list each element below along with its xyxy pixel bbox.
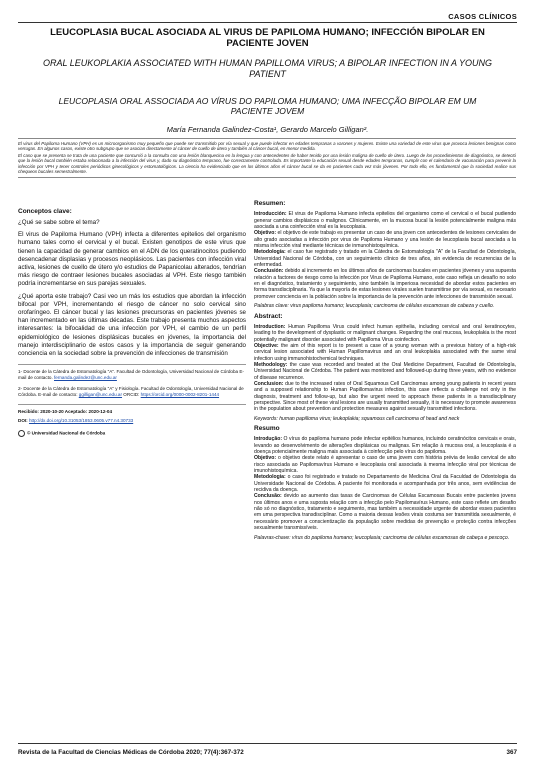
journal-citation: Revista de la Facultad de Ciencias Médicas de Córdoba 2020; 77(4):367-372 <box>18 749 244 756</box>
footnote-author-1-text: 1- Docente de la Cátedra de Estomatología "A". Facultad de Odontología, Universidad Nacional de Córdoba E-mail de contacto. <box>18 369 244 380</box>
section-label: CASOS CLÍNICOS <box>448 12 517 21</box>
divider <box>18 364 246 365</box>
resumo-intro <box>254 436 516 455</box>
resumo-objective-text: o objetivo deste relato é apresentar o caso de uma jovem com história prévia de lesão cervical de alto risco associada ao Papilomavírus Humano e leucoplasia oral associada à mesma infecção viral por técnicas de imunohistoquímica. <box>254 455 516 475</box>
doi-label: DOI: <box>18 417 28 423</box>
abstract-heading: Abstract: <box>254 312 283 320</box>
footer-divider <box>18 743 517 744</box>
resumo-objective-label: Objetivo: <box>254 455 277 462</box>
resumo-methodology-text: o caso foi registrado e tratado no Departamento de Medicina Oral da Faculdad de Odontologia da Universidade Nacional de Córdoba. A paciente foi monitorada e acompanhada por três anos, sem evidências de recidiva da doença. <box>254 474 516 494</box>
resumo-intro-label: Introdução: <box>254 436 283 443</box>
abstract-objective <box>254 343 516 362</box>
title-spanish: LEUCOPLASIA BUCAL ASOCIADA AL VIRUS DE PAPILOMA HUMANO; INFECCIÓN BIPOLAR EN PACIENTE JOVEN <box>50 27 485 49</box>
key-question-2: ¿Qué aporta este trabajo? Casi veo un más los estudios que abordan la infección bifocal por VPH, incrementando el riesgo de cáncer no solo cervical sino orofaríngeo. El cáncer bucal y las lesiones precursoras en pacientes jóvenes se han incrementado en las últimas décadas. Este trabajo presenta muchos aspectos interesantes: la bifocalidad de una infección por VPH, el cambio de un perfil epidemiológico de lesiones displásicas bucales en jóvenes, la importancia del manejo interdisciplinario de estos casos y la importancia de seguir generando conciencia en la sociedad sobre la prevención de infecciones de transmisión <box>18 292 246 358</box>
footnote-author-2 <box>18 386 246 397</box>
key-concepts-heading: Conceptos clave: <box>18 208 72 215</box>
abstract-objective-label: Objective: <box>254 342 279 349</box>
copyright <box>18 430 246 437</box>
resumen-conclusion-label: Conclusión: <box>254 268 284 275</box>
footnote-author-1-email[interactable]: fernanda.galindez@unc.edu.ar <box>54 374 117 380</box>
resumo-conclusion-text: devido ao aumento das taxas de Carcinomas de Células Escamosas Bucais entre pacientes jovens nos últimos anos e uma suposta relação com a infecção pelo Papilomavírus Humano, este caso reflete um desafio não só no diagnóstico, tratamento e seguimento, mas também a necessidade urgente de abordar esses pacientes em uma perspectiva transdisciplinar. Como a maioria dessas lesões virais costuma ser transmitida sexualmente, é necessário promover a conscientização da população sobre medidas de prevenção e proteção contra infecções sexualmente transmissíveis. <box>254 493 516 532</box>
abstracts-column <box>254 201 516 545</box>
resumo-conclusion-label: Conclusão: <box>254 493 282 500</box>
page-number: 367 <box>506 749 517 756</box>
resumo-objective <box>254 455 516 474</box>
lay-summary-paragraph: El virus del Papiloma Humano (VPH) es un microorganismo muy pequeño que puede ser transmitido por vía sexual y que puede infectar en edades tempranas a varones y mujeres. Existe una variedad de este virus que provoca lesiones benignas como verrugas. En algunos casos, existe otro subgrupo que se asocian directamente al cáncer de cuello de útero y también al cáncer bucal, en menor medida. <box>18 141 516 152</box>
resumo-methodology <box>254 474 516 493</box>
resumo-heading: Resumo <box>254 425 280 432</box>
lay-summary-paragraph: El caso que se presenta se trata de una paciente que concurrió a la consulta con una lesión blanquecina en la lengua y con antecedentes de haber tenido por una lesión maligna de cuello de útero. Luego de los procedimientos de diagnóstico, se detectó que la lesión bucal también estaba relacionada a la infección del virus y, dado su diagnóstico temprano, fue correctamente controlada. Es importante la educación sexual desde edades tempranas, cumplir con el calendario de vacunación para prevenir la infección por VPH y tener controles periódicos ginecológicos y estomatológicos. La ciencia ha evidenciado que en los últimos años el cáncer bucal se da en pacientes cada vez más jóvenes. Por todo ello, es fundamental que la sociedad realice sus chequeos bucales semestralmente. <box>18 152 516 175</box>
dates: Recibido: 2020-10-20 Aceptado: 2020-12-04 <box>18 408 113 414</box>
key-answer-1: El virus de Papiloma Humano (VPH) infecta a diferentes epitelios del organismo humano tales como el cervical y el bucal. Existen genotipos de este virus que tienen la capacidad de generar cambios en el ADN de los queratinocitos pudiendo desencadenar displasias y procesos neoplásicos. Las pacientes con infección viral activa, lesiones de cuello de útero y/o estudios de Papanicolau alterados, tendrían más riesgo de contraer lesiones bucales asociadas al VPH. Este riesgo también podría incrementarse en sus parejas sexuales. <box>18 231 246 288</box>
resumen-intro-label: Introducción: <box>254 211 287 218</box>
doi-link[interactable]: http://dx.doi.org/10.31053/1853.0605.v77.n4.30733 <box>28 417 134 423</box>
key-question-1: ¿Qué se sabe sobre el tema? <box>18 219 100 226</box>
abstract-methodology <box>254 362 516 381</box>
resumen-objective-text: el objetivo de este trabajo es presentar un caso de una joven con antecedentes de lesiones cervicales de alto grado asociadas a infección por virus de Papiloma Humano y una lesión de leucoplasia bucal asociada a la misma infección viral mediante técnicas de inmunohistoquímica. <box>254 230 516 250</box>
abstract-keywords: Keywords: human papilloma virus; leukoplakia; squamous cell carcinoma of head and neck <box>254 415 460 422</box>
resumo-keywords: Palavras-chave: vírus do papiloma humano; leucoplasia; carcinoma de células escamosas de cabeça e pescoço. <box>254 534 510 541</box>
abstract-methodology-label: Methodology: <box>254 361 288 368</box>
abstract-methodology-text: the case was recorded and treated at the Oral Medicine Department, Facultad de Odontología, Universidad Nacional de Córdoba. The patient was monitored and followed-up during three years, with no evidence of disease recurrence. <box>254 361 517 381</box>
title-english: ORAL LEUKOPLAKIA ASSOCIATED WITH HUMAN PAPILLOMA VIRUS; A BIPOLAR INFECTION IN A YOUNG PATIENT <box>42 58 493 79</box>
university-logo-icon <box>18 430 25 437</box>
key-concepts-column <box>18 208 246 440</box>
abstract-conclusion <box>254 381 516 413</box>
resumen-objective-label: Objetivo: <box>254 230 277 237</box>
authors: María Fernanda Galindez-Costa¹, Gerardo Marcelo Gilligan². <box>166 125 369 134</box>
doi-line <box>18 418 246 424</box>
resumen-heading: Resumen: <box>254 200 286 207</box>
abstract-conclusion-label: Conclusion: <box>254 380 284 387</box>
divider <box>18 404 246 405</box>
resumen-conclusion <box>254 268 516 300</box>
footnote-author-1 <box>18 369 246 380</box>
footnote-author-2-text: 2- Docente de la Cátedra de Estomatología "A" y Fisiología. Facultad de Odontología, Universidad Nacional de Córdoba. E-mail de contacto: <box>18 386 244 398</box>
abstract-intro-label: Introduction: <box>254 323 286 330</box>
orcid-label: ORCID: <box>123 392 140 398</box>
resumen-conclusion-text: debido al incremento en los últimos años de carcinomas bucales en pacientes jóvenes y una supuesta relación a factores de riesgo como la infección por Virus de Papiloma Humano, este caso refleja un desafío no solo en el diagnóstico, tratamiento y seguimiento, sino también la imperiosa necesidad de abordar estos pacientes en forma transdisciplinaria. Ya que la mayoría de estas lesiones virales suelen transmitirse por vía sexual, es necesario promover conciencia en la población sobre la importancia de la prevención ante infecciones de transmisión sexual. <box>254 268 516 300</box>
abstract-intro-text: Human Papilloma Virus could infect human epithelia, including cervical and oral keratinocytes, leading to the development of dysplastic or malignant changes. Regarding the oral mucosa, leukoplakia is the most potentially malignant disorder associated with Papilloma Virus coinfection. <box>254 323 516 343</box>
copyright-text: © Universidad Nacional de Córdoba <box>27 430 106 436</box>
lay-summary <box>18 138 516 178</box>
resumen-objective <box>254 230 516 249</box>
resumen-intro <box>254 211 516 230</box>
resumen-keywords: Palabras clave: virus papiloma humano; leucoplasia; carcinoma de células escamosas de cabeza y cuello. <box>254 303 495 310</box>
title-portuguese: LEUCOPLASIA ORAL ASSOCIADA AO VÍRUS DO PAPILOMA HUMANO; UMA INFECÇÃO BIPOLAR EM UM PACIENTE JOVEM <box>58 96 477 116</box>
abstract-conclusion-text: due to the increased rates of Oral Squamous Cell Carcinomas among young patients in recent years and a supposed relationship to Human Papillomavirus infection, this case reflects a challenge not only in the diagnosis, treatment and follow-up, but also the urgent need to approach these patients in a transdisciplinary perspective. Since most of these viral lesions are usually transmitted sexually, it is necessary to promote awareness in the population about prevention and protection measures against sexually transmitted infections. <box>254 380 517 413</box>
orcid-link[interactable]: https://orcid.org/0000-0002-8201-1444 <box>140 392 220 398</box>
resumo-intro-text: O vírus do papiloma humano pode infectar epitélios humanos, incluindo ceratinócitos cervicais e orais, levando ao desenvolvimento de alterações displásicas ou malignas. Em relação à mucosa oral, a leucoplasia é a doença potencialmente maligna mais associada à coinfecção pelo vírus do papiloma. <box>254 436 516 456</box>
header-divider <box>18 22 517 23</box>
abstract-objective-text: the aim of this report is to present a case of a young woman with a previous history of a high-risk cervical lesion associated with Human Papillomavirus and an oral leukoplakia associated with the same viral infection using immunohistochemical techniques. <box>254 342 516 362</box>
footnote-author-2-email[interactable]: ggilligan@unc.edu.ar <box>78 392 123 398</box>
resumen-methodology-text: el caso fue registrado y tratado en la Cátedra de Estomatología "A" de la Facultad de Odontología, Universidad Nacional de Córdoba, con un seguimiento clínico de tres años, sin evidencia de recurrencias de la enfermedad. <box>254 249 516 269</box>
resumen-intro-text: El virus de Papiloma Humano infecta epitelios del organismo como el cervical o el bucal pudiendo generar cambios displásicos o malignos. Clínicamente, en la mucosa bucal la lesión potencialmente maligna más asociada a una coinfección viral es la leucoplasia. <box>254 211 516 231</box>
resumen-methodology-label: Metodología: <box>254 249 286 256</box>
resumo-methodology-label: Metodologia: <box>254 474 286 481</box>
resumen-methodology <box>254 249 516 268</box>
abstract-intro <box>254 324 516 343</box>
resumo-conclusion <box>254 493 516 531</box>
